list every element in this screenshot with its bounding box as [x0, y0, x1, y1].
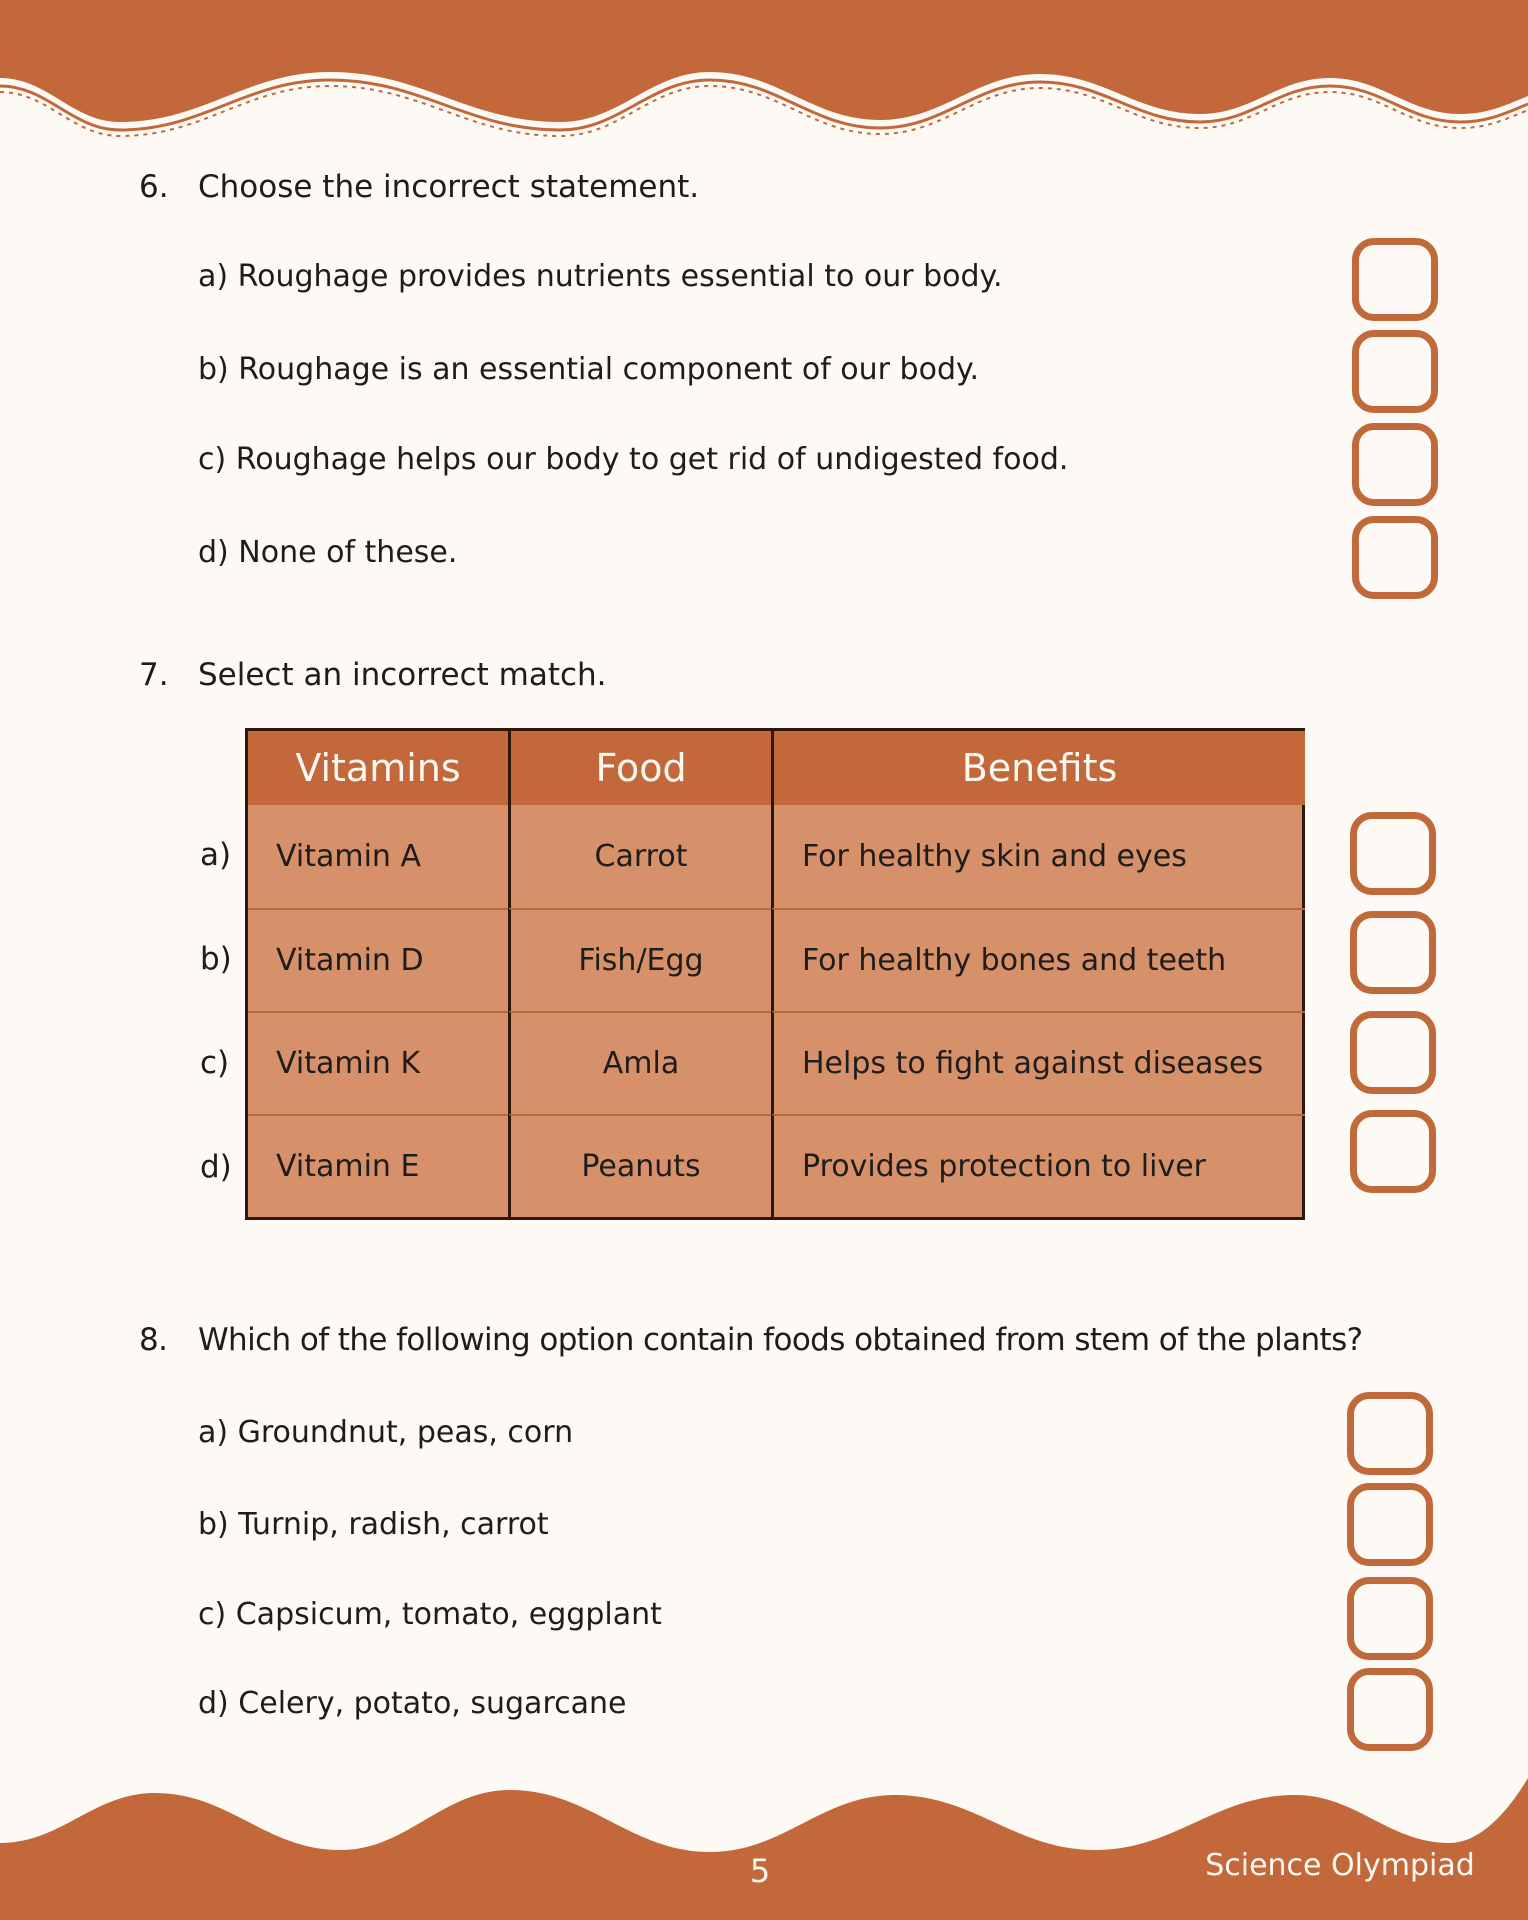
table-row-label-b: b)	[200, 941, 232, 977]
table-cell-food: Amla	[508, 1011, 771, 1114]
answer-checkbox-q7-a[interactable]	[1350, 812, 1436, 895]
table-cell-benefit: Provides protection to liver	[771, 1114, 1305, 1217]
table-cell-vitamin: Vitamin A	[276, 839, 421, 874]
answer-checkbox-q8-a[interactable]	[1347, 1392, 1433, 1475]
answer-checkbox-q8-b[interactable]	[1347, 1483, 1433, 1566]
question-7-number: 7.	[139, 657, 169, 693]
vitamins-table	[245, 728, 1305, 1220]
question-6-option-d: d) None of these.	[198, 535, 458, 570]
table-header-vitamins: Vitamins	[248, 731, 508, 805]
question-6-text: Choose the incorrect statement.	[198, 169, 700, 205]
table-cell-benefit: Helps to fight against diseases	[771, 1011, 1305, 1114]
table-cell-benefit: For healthy bones and teeth	[771, 908, 1305, 1011]
answer-checkbox-q7-c[interactable]	[1350, 1011, 1436, 1094]
question-7-heading	[139, 655, 607, 695]
answer-checkbox-q6-b[interactable]	[1352, 330, 1438, 413]
question-6-number: 6.	[139, 169, 169, 205]
question-8-option-c: c) Capsicum, tomato, eggplant	[198, 1597, 662, 1632]
table-header-food: Food	[508, 731, 771, 805]
table-cell-food: Peanuts	[508, 1114, 771, 1217]
question-8-option-b: b) Turnip, radish, carrot	[198, 1507, 549, 1542]
table-cell-benefit: For healthy skin and eyes	[771, 805, 1305, 908]
table-header-benefits: Benefits	[771, 731, 1305, 805]
question-7-text: Select an incorrect match.	[198, 657, 607, 693]
question-8-text: Which of the following option contain foods obtained from stem of the plants?	[198, 1322, 1363, 1358]
table-row-label-c: c)	[200, 1045, 230, 1081]
question-6-heading	[139, 167, 699, 207]
question-8-option-a: a) Groundnut, peas, corn	[198, 1415, 574, 1450]
question-8-heading	[139, 1320, 1363, 1360]
answer-checkbox-q6-a[interactable]	[1352, 238, 1438, 321]
question-8-number: 8.	[139, 1322, 168, 1358]
answer-checkbox-q6-d[interactable]	[1352, 516, 1438, 599]
table-cell-food: Fish/Egg	[508, 908, 771, 1011]
footer-wave	[0, 1770, 1528, 1920]
question-6-option-a: a) Roughage provides nutrients essential to our body.	[198, 259, 1003, 294]
table-cell-vitamin: Vitamin D	[248, 908, 508, 1011]
answer-checkbox-q7-b[interactable]	[1350, 911, 1436, 994]
table-cell-vitamin: Vitamin E	[248, 1114, 508, 1217]
question-8-option-d: d) Celery, potato, sugarcane	[198, 1686, 627, 1721]
answer-checkbox-q7-d[interactable]	[1350, 1110, 1436, 1193]
answer-checkbox-q8-d[interactable]	[1347, 1668, 1433, 1751]
answer-checkbox-q6-c[interactable]	[1352, 423, 1438, 506]
answer-checkbox-q8-c[interactable]	[1347, 1577, 1433, 1660]
question-6-option-c: c) Roughage helps our body to get rid of undigested food.	[198, 442, 1069, 477]
page-number: 5	[749, 1852, 771, 1890]
table-cell-vitamin: Vitamin K	[248, 1011, 508, 1114]
top-banner-wave	[0, 0, 1528, 140]
footer-brand: Science Olympiad	[1205, 1848, 1475, 1883]
question-6-option-b: b) Roughage is an essential component of our body.	[198, 352, 979, 387]
table-cell-food: Carrot	[508, 805, 771, 908]
table-row-label-d: d)	[200, 1149, 232, 1185]
table-row-label-a: a)	[200, 837, 232, 873]
